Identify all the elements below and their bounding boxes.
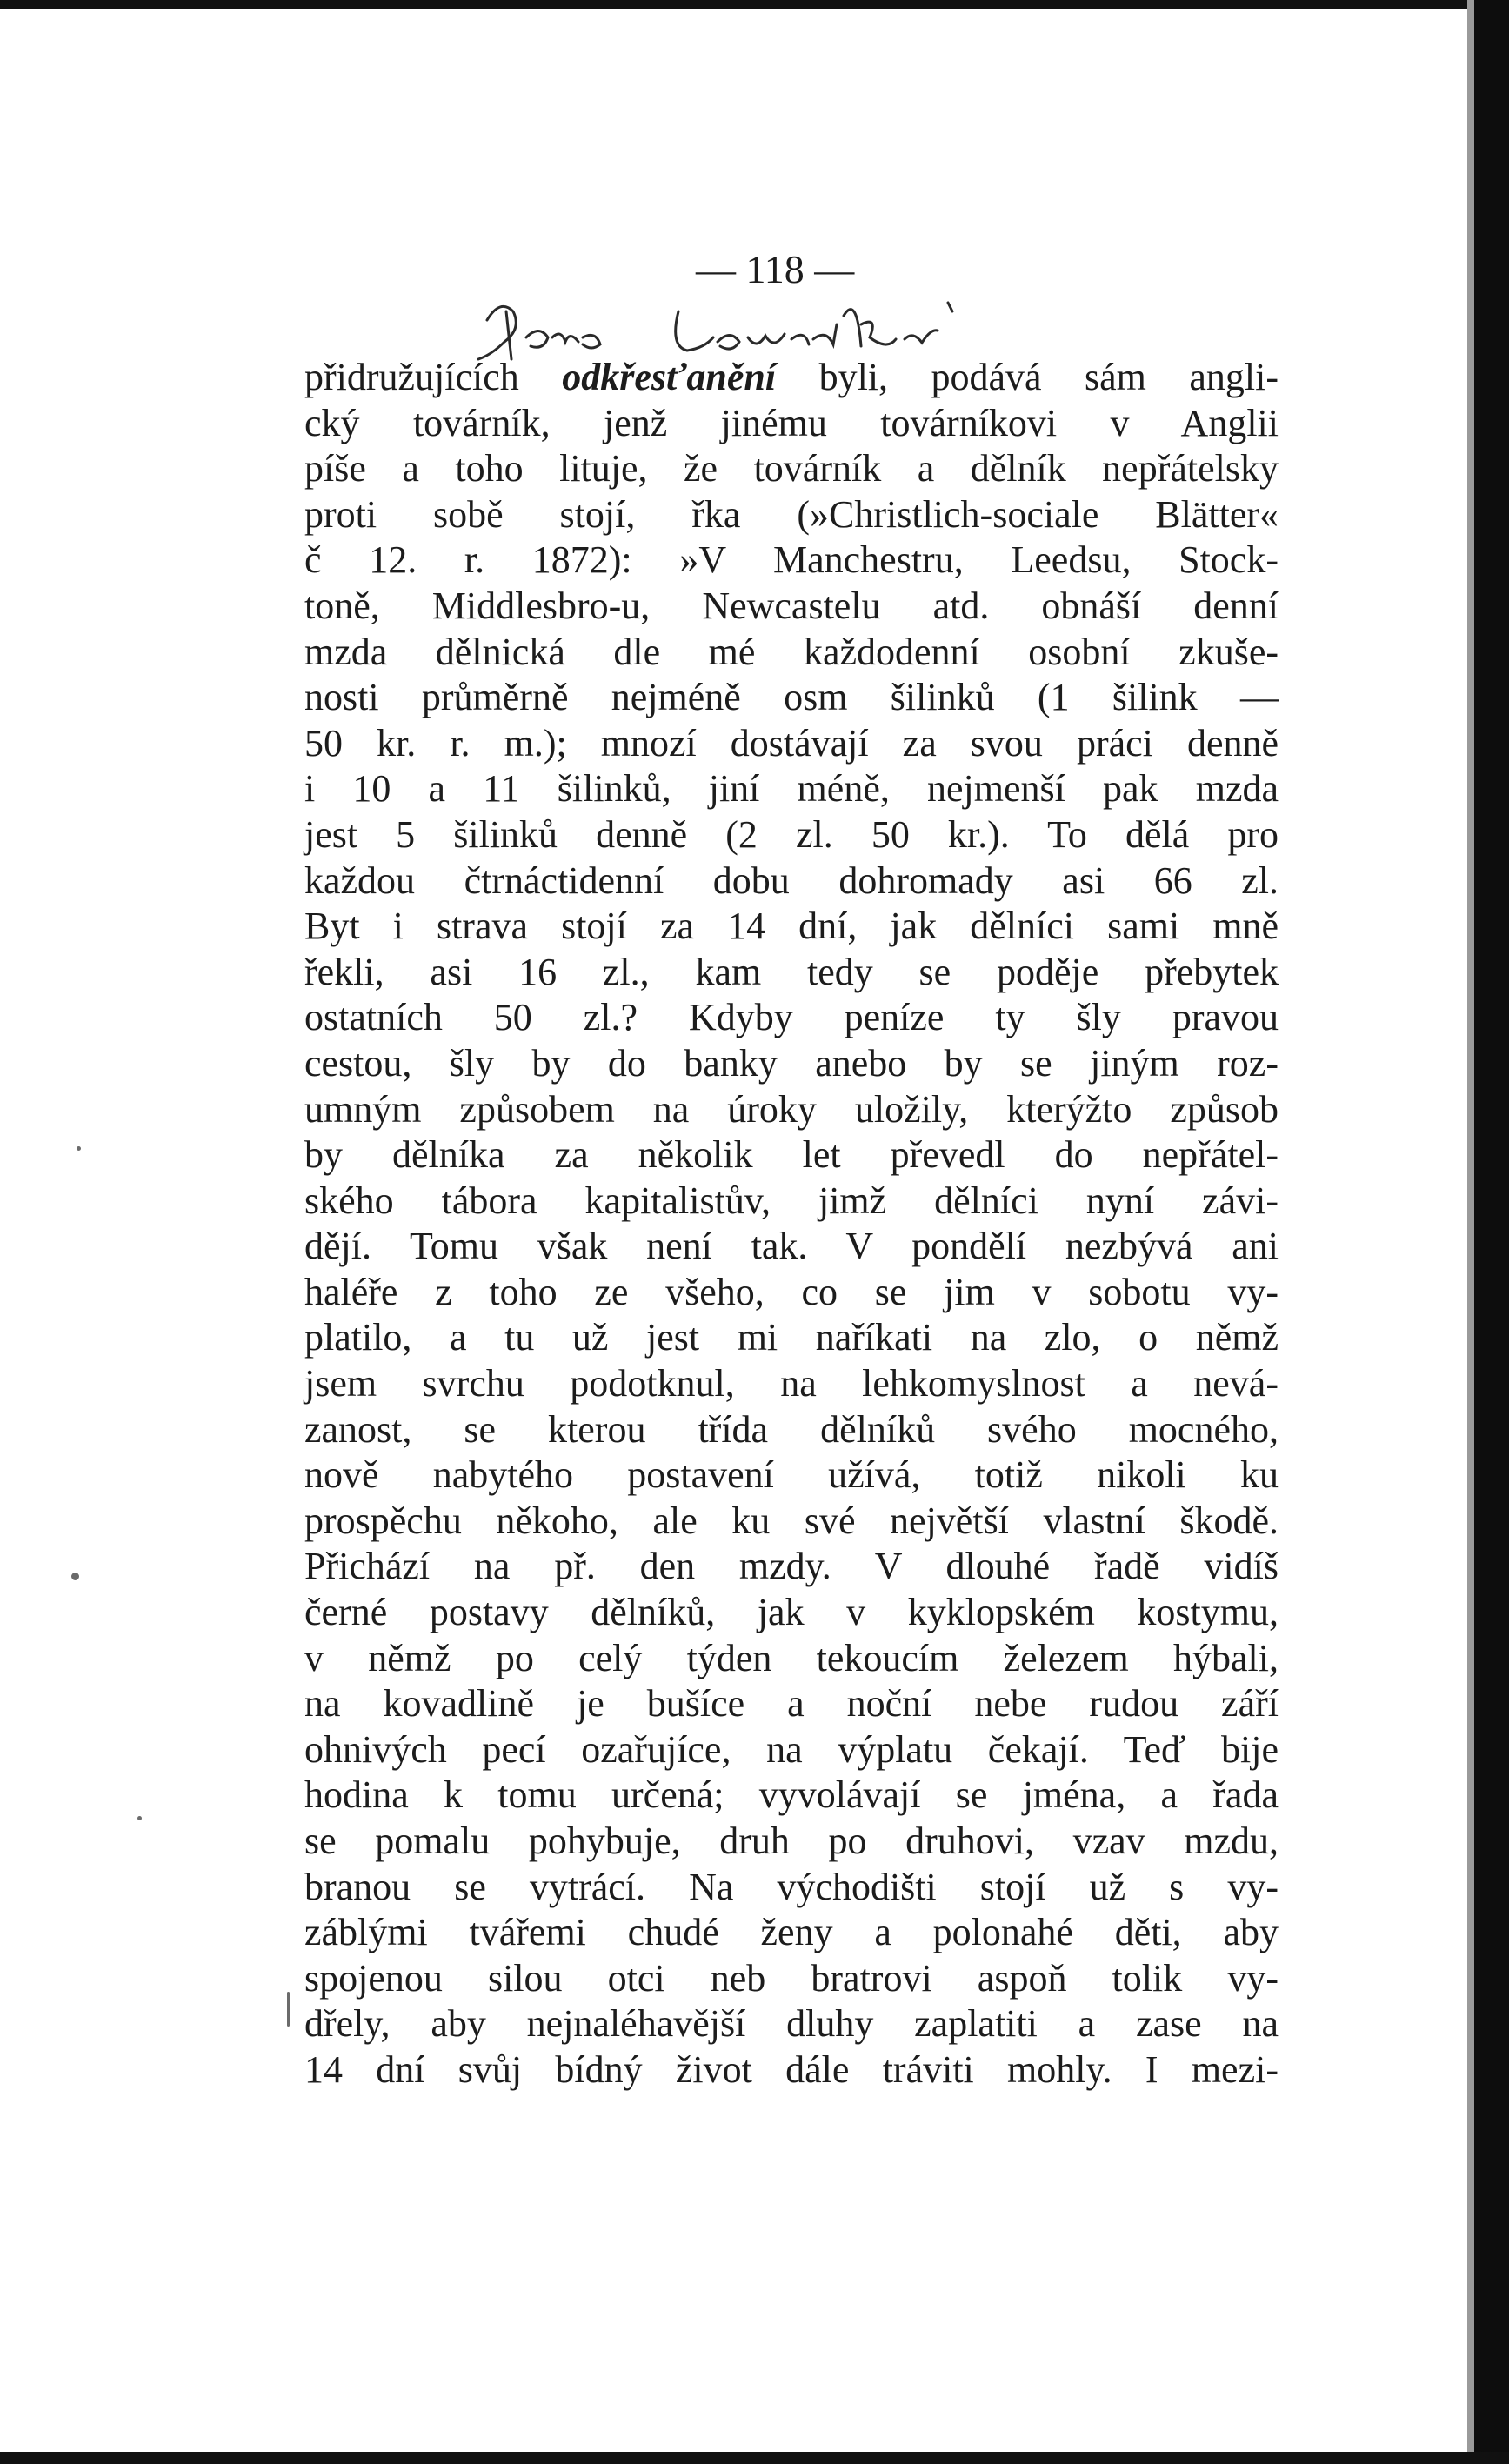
text-line-6: toně, Middlesbro-u, Newcastelu atd. obnáší denní [304, 584, 1279, 627]
scan-speck [71, 1573, 79, 1580]
text-line-29: v němž po celý týden tekoucím železem hýbali, [304, 1636, 1279, 1679]
text-line-1: přidružujících odkřesťanění byli, podává sám angli- [304, 356, 1279, 398]
handwriting-word-2 [676, 303, 952, 351]
text-line-34: branou se vytrácí. Na východišti stojí už s vy- [304, 1865, 1279, 1908]
body-text [304, 355, 1279, 2093]
text-line-22: platilo, a tu už jest mi naříkati na zlo, o němž [304, 1316, 1279, 1359]
text-line-32: hodina k tomu určená; vyvolávají se jména, a řada [304, 1773, 1279, 1817]
emphasized-word: odkřesťanění [562, 356, 777, 398]
text-line-8: nosti průměrně nejméně osm šilinků (1 šilink — [304, 676, 1279, 719]
text-line-33: se pomalu pohybuje, druh po druhovi, vzav mzdu, [304, 1820, 1279, 1862]
text-line-15: ostatních 50 zl.? Kdyby peníze ty šly pravou [304, 996, 1279, 1039]
text-line-9: 50 kr. r. m.); mnozí dostávají za svou práci denně [304, 721, 1279, 765]
text-line-30: na kovadlině je bušíce a noční nebe rudou září [304, 1682, 1279, 1726]
text-line-25: nově nabytého postavení užívá, totiž nikoli ku [304, 1453, 1279, 1497]
text-line-16: cestou, šly by do banky anebo by se jiným roz- [304, 1041, 1279, 1085]
text-line-14: řekli, asi 16 zl., kam tedy se poděje přebytek [304, 950, 1279, 993]
scan-speck [137, 1816, 142, 1820]
text-line-7: mzda dělnická dle mé každodenní osobní zkuše- [304, 630, 1279, 673]
text-line-23: jsem svrchu podotknul, na lehkomyslnost a nevá- [304, 1362, 1279, 1406]
text-line-17: umným způsobem na úroky uložily, kterýžto způsob [304, 1087, 1279, 1131]
text-line-31: ohnivých pecí ozařujíce, na výplatu čekají. Teď bije [304, 1727, 1279, 1771]
text-line-36: spojenou silou otci neb bratrovi aspoň tolik vy- [304, 1956, 1279, 2000]
text-line-10: i 10 a 11 šilinků, jiní méně, nejmenší pak mzda [304, 767, 1279, 811]
scan-speck [287, 1992, 290, 2027]
text-line-20: dějí. Tomu však není tak. V pondělí nezbývá ani [304, 1225, 1279, 1268]
text-line-18: by dělníka za několik let převedl do nepřátel- [304, 1133, 1279, 1177]
text-line-2: cký továrník, jenž jinému továrníkovi v Anglii [304, 401, 1279, 444]
scan-speck [77, 1146, 81, 1151]
text-line-5: č 12. r. 1872): »V Manchestru, Leedsu, Stock- [304, 538, 1279, 582]
text-line-35: záblými tvářemi chudé ženy a polonahé děti, aby [304, 1911, 1279, 1954]
text-line-13: Byt i strava stojí za 14 dní, jak dělníci sami mně [304, 905, 1279, 948]
text-line-11: jest 5 šilinků denně (2 zl. 50 kr.). To dělá pro [304, 812, 1279, 856]
text-line-26: prospěchu někoho, ale ku své největší vlastní škodě. [304, 1499, 1279, 1542]
text-line-37: dřely, aby nejnaléhavější dluhy zaplatiti a zase na [304, 2002, 1279, 2046]
text-line-21: haléře z toho ze všeho, co se jim v sobotu vy- [304, 1270, 1279, 1313]
text-line-38: 14 dní svůj bídný život dále tráviti mohly. I mezi- [304, 2047, 1279, 2091]
text-line-4: proti sobě stojí, řka (»Christlich-sociale Blätter« [304, 492, 1279, 536]
text-line-24: zanost, se kterou třída dělníků svého mocného, [304, 1407, 1279, 1451]
page-number: — 118 — [696, 247, 855, 291]
text-line-27: Přichází na př. den mzdy. V dlouhé řadě vidíš [304, 1545, 1279, 1588]
handwriting-word-1 [478, 306, 600, 359]
text-line-19: ského tábora kapitalistův, jimž dělníci nyní závi- [304, 1179, 1279, 1222]
text-line-3: píše a toho lituje, že továrník a dělník nepřátelsky [304, 447, 1279, 491]
text-line-12: každou čtrnáctidenní dobu dohromady asi 66 zl. [304, 858, 1279, 902]
text-line-28: černé postavy dělníků, jak v kyklopském kostymu, [304, 1591, 1279, 1634]
